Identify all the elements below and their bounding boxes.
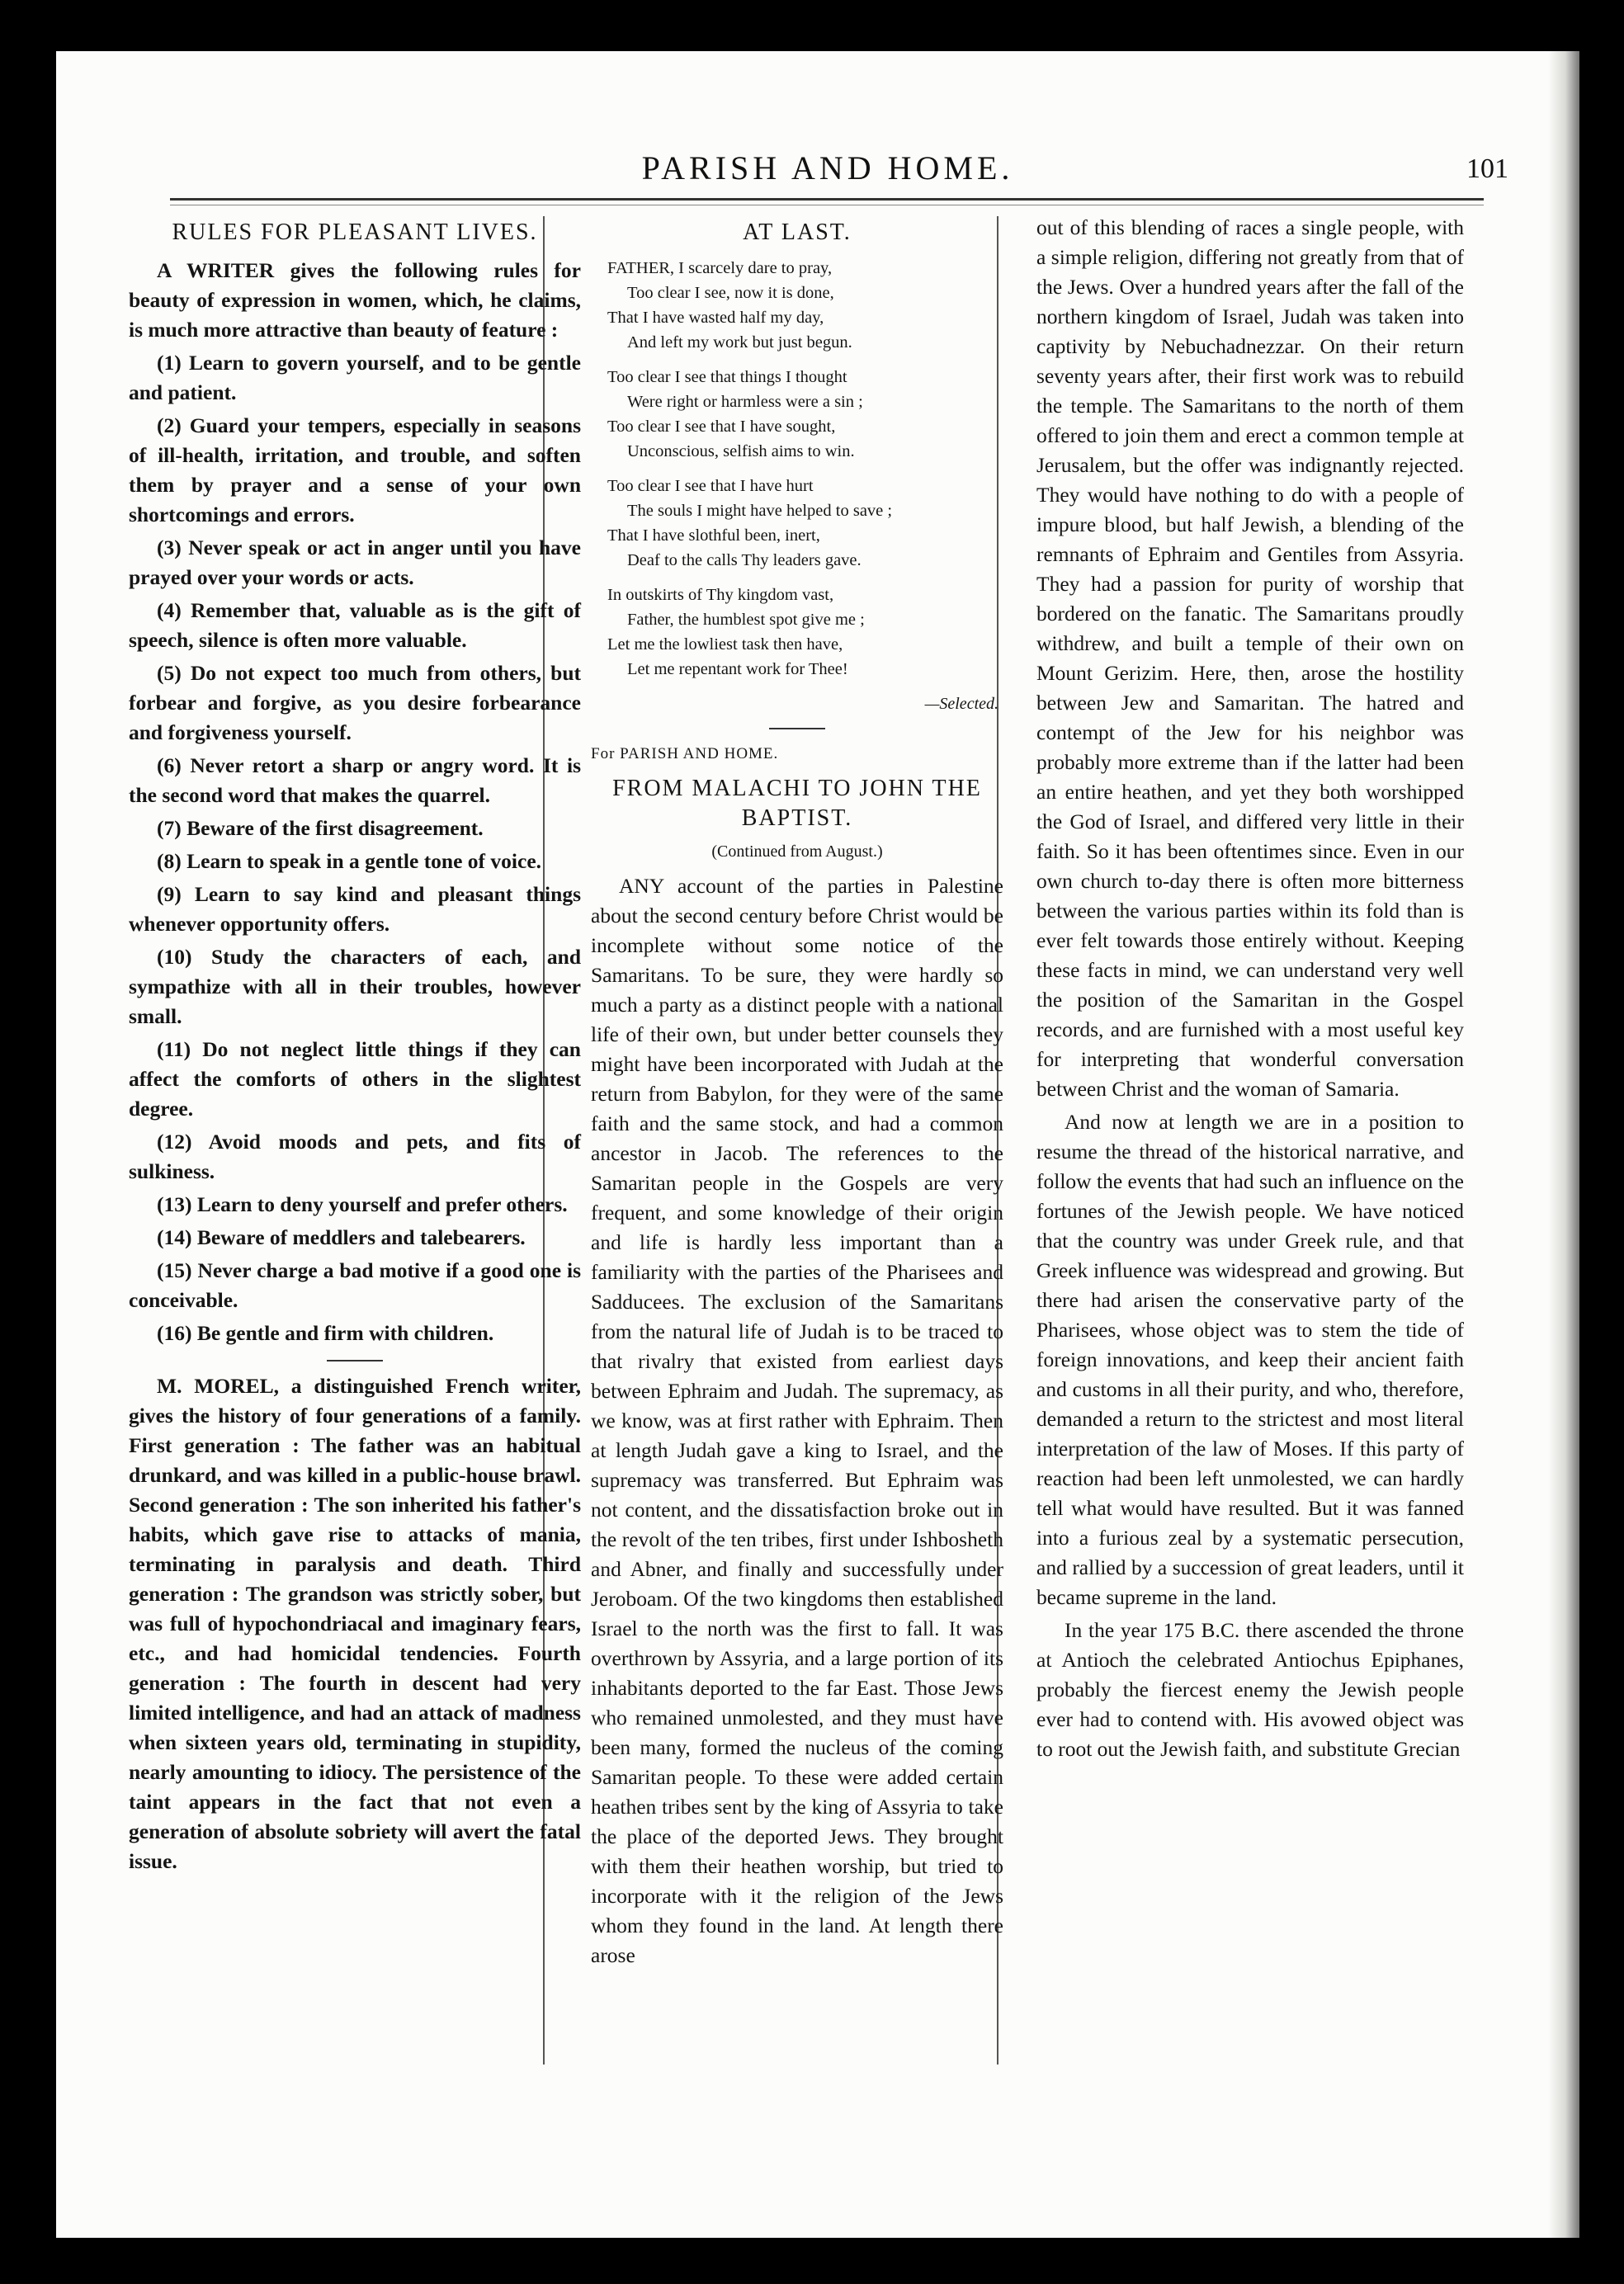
rule-item: (1) Learn to govern yourself, and to be gentle and patient. <box>129 351 581 404</box>
rule-item: (14) Beware of meddlers and talebearers. <box>157 1225 526 1249</box>
rules-heading: RULES FOR PLEASANT LIVES. <box>172 219 538 245</box>
column-right <box>998 213 1464 1767</box>
header-rule <box>170 198 1484 201</box>
poem-stanza <box>607 583 1003 682</box>
rules-intro: A WRITER gives the following rules for beauty of expression in women, which, he claims, is much more attractive than beauty of feature : <box>129 258 581 342</box>
poem-line: Let me the lowliest task then have, <box>607 635 843 654</box>
rule-item: (11) Do not neglect little things if they can affect the comforts of others in the slightest degree. <box>129 1037 581 1121</box>
page-header <box>172 149 1508 198</box>
section-divider <box>769 728 825 729</box>
poem-line: Were right or harmless were a sin ; <box>627 393 863 411</box>
rule-item: (16) Be gentle and firm with children. <box>157 1321 494 1345</box>
rule-item: (13) Learn to deny yourself and prefer others. <box>157 1192 568 1216</box>
poem-line: Unconscious, selfish aims to win. <box>627 442 855 460</box>
rules-list <box>129 348 581 1348</box>
poem-line: Father, the humblest spot give me ; <box>627 611 865 629</box>
rule-item: (9) Learn to say kind and pleasant things whenever opportunity offers. <box>129 882 581 936</box>
running-title: PARISH AND HOME. <box>641 149 1014 186</box>
poem-line: Too clear I see that I have hurt <box>607 477 814 495</box>
poem-line: And left my work but just begun. <box>627 333 852 352</box>
rule-item: (4) Remember that, valuable as is the gift of speech, silence is often more valuable. <box>129 598 581 652</box>
page-number: 101 <box>1466 153 1508 184</box>
poem-stanza <box>607 365 1003 464</box>
poem-line: That I have slothful been, inert, <box>607 526 820 545</box>
poem-line: Too clear I see that things I thought <box>607 368 847 386</box>
article-paragraph: And now at length we are in a position to resume the thread of the historical narrative, and follow the events that had such an influence on the fortunes of the Jewish people. We have noticed that the country was under Greek rule, and that Greek influence was widespread and growing. But there had arisen the conservative party of the Pharisees, whose object was to stem the tide of foreign innovations, and keep their ancient faith and customs in all their purity, and who, therefore, demanded a return to the strictest and most literal interpretation of the law of Moses. If this party of reaction had been left unmolested, we can hardly tell what would have resulted. But it was fanned into a furious zeal by a systematic persecution, and rallied by a succession of great leaders, until it became supreme in the land. <box>1036 1110 1464 1609</box>
rule-item: (3) Never speak or act in anger until you have prayed over your words or acts. <box>129 536 581 589</box>
poem-title: AT LAST. <box>743 219 852 245</box>
poem-line: Let me repentant work for Thee! <box>627 660 848 678</box>
rule-item: (2) Guard your tempers, especially in seasons of ill-health, irritation, and trouble, and soften them by prayer and a sense of your own shortcomings and errors. <box>129 413 581 526</box>
rule-item: (7) Beware of the first disagreement. <box>157 816 484 840</box>
poem-line: That I have wasted half my day, <box>607 309 824 327</box>
poem-line: Too clear I see that I have sought, <box>607 418 836 436</box>
poem-line: Too clear I see, now it is done, <box>627 284 834 302</box>
morel-paragraph: M. MOREL, a distinguished French writer, gives the history of four generations of a family. First generation : The father was an habitual drunkard, and was killed in a public-house brawl. Second generation : The son inherited his father's habits, which gave rise to attacks of mania, terminating in paralysis and death. Third generation : The grandson was strictly sober, but was full of hypochondriacal and imaginary fears, etc., and had homicidal tendencies. Fourth generation : The fourth in descent had very limited intelligence, and had an attack of madness when sixteen years old, terminating in stupidity, nearly amounting to idiocy. The persistence of the taint appears in the fact that not even a generation of absolute sobriety will avert the fatal issue. <box>129 1374 581 1873</box>
article-paragraph: In the year 175 B.C. there ascended the throne at Antioch the celebrated Antiochus Epiphanes, probably the fiercest enemy the Jewish people ever had to contend with. His avowed object was to root out the Jewish faith, and substitute Grecian <box>1036 1618 1464 1761</box>
poem-line: FATHER, I scarcely dare to pray, <box>607 259 833 277</box>
article-subtitle: (Continued from August.) <box>711 842 883 861</box>
rule-item: (6) Never retort a sharp or angry word. It is the second word that makes the quarrel. <box>129 753 581 807</box>
column-middle <box>550 213 1003 1974</box>
article-byline: For PARISH AND HOME. <box>591 745 779 762</box>
rule-item: (12) Avoid moods and pets, and fits of sulkiness. <box>129 1130 581 1183</box>
rule-item: (10) Study the characters of each, and sympathize with all in their troubles, however small. <box>129 945 581 1028</box>
column-left <box>129 213 581 1880</box>
article-paragraph: out of this blending of races a single people, with a simple religion, differing not greatly from that of the Jews. Over a hundred years after the fall of the northern kingdom of Israel, Judah was taken into captivity by Nebuchadnezzar. On their return seventy years after, their first work was to rebuild the temple. The Samaritans to the north of them offered to join them and erect a common temple at Jerusalem, but the offer was indignantly rejected. They would have nothing to do with a people of impure blood, but half Jewish, a blending of the remnants of Ephraim and Gentiles from Assyria. They had a passion for purity of worship that bordered on the fanatic. The Samaritans proudly withdrew, and built a temple of their own on Mount Gerizim. Here, then, arose the hostility between Jew and Samaritan. The hatred and contempt of the Jew for his neighbor was probably more extreme than if the latter had been an entire heathen, and yet they both worshipped the God of Israel, and differed very little in their faith. So it has been oftentimes since. Even in our own church to-day there is often more bitterness between the various parties within its fold than is ever felt towards those entirely without. Keeping these facts in mind, we can understand very well the position of the Samaritan in the Gospel records, and are furnished with a most useful key for interpreting that wonderful conversation between Christ and the woman of Samaria. <box>1036 215 1464 1101</box>
page-edge-shadow <box>1548 51 1579 2238</box>
article-title: FROM MALACHI TO JOHN THE BAPTIST. <box>612 776 982 831</box>
poem-stanza <box>607 256 1003 355</box>
poem-line: The souls I might have helped to save ; <box>627 502 893 520</box>
article-paragraph: ANY account of the parties in Palestine about the second century before Christ would be incomplete without some notice of the Samaritans. To be sure, they were hardly so much a party as a distinct people with a national life of their own, but under better counsels they might have been incorporated with Judah at the return from Babylon, for they were of the same faith and the same stock, and had a common ancestor in Jacob. The references to the Samaritan people in the Gospels are very frequent, and some knowledge of their origin and life is hardly less important than a familiarity with the parties of the Pharisees and Sadducees. The exclusion of the Samaritans from the natural life of Judah is to be traced to that rivalry that existed from earliest days between Ephraim and Judah. The supremacy, as we know, was at first rather with Ephraim. Then at length Judah gave a king to Israel, and the supremacy was transferred. But Ephraim was not content, and the dissatisfaction broke out in the revolt of the ten tribes, first under Ishbosheth and Abner, and finally and successfully under Jeroboam. Of the two kingdoms then established Israel to the north was the first to fall. It was overthrown by Assyria, and a large portion of its inhabitants deported to the far East. Those Jews who remained unmolested, and they must have been many, formed the nucleus of the coming Samaritan people. To these were added certain heathen tribes sent by the king of Assyria to take the place of the deported Jews. They brought with them their heathen worship, but tried to incorporate with it the religion of the Jews whom they found in the land. At length there arose <box>591 874 1003 1967</box>
rule-item: (5) Do not expect too much from others, but forbear and forgive, as you desire forbearance and forgiveness yourself. <box>129 661 581 744</box>
poem-line: In outskirts of Thy kingdom vast, <box>607 586 834 604</box>
poem-signature: —Selected. <box>924 695 998 713</box>
page <box>56 51 1579 2238</box>
section-divider <box>327 1360 383 1361</box>
poem-line: Deaf to the calls Thy leaders gave. <box>627 551 862 569</box>
poem-stanza <box>607 474 1003 573</box>
poem <box>607 256 1003 716</box>
rule-item: (15) Never charge a bad motive if a good one is conceivable. <box>129 1258 581 1312</box>
rule-item: (8) Learn to speak in a gentle tone of voice. <box>157 849 542 873</box>
